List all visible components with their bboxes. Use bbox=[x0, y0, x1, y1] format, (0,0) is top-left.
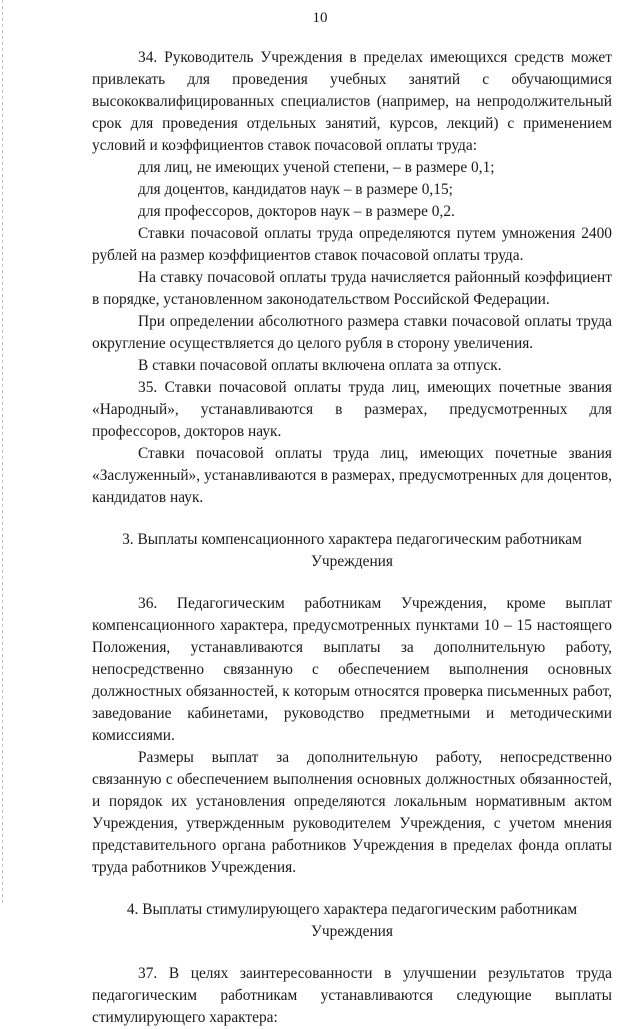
scan-edge-line bbox=[2, 0, 3, 905]
paragraph-rounding: При определении абсолютного размера ставки почасовой оплаты труда округление осуществляется до целого рубля в сторону увеличения. bbox=[92, 313, 612, 352]
paragraph-rate-calc: Ставки почасовой оплаты труда определяются путем умножения 2400 рублей на размер коэффициентов ставок почасовой оплаты труда. bbox=[92, 225, 612, 264]
rate-item-docent: для доцентов, кандидатов наук – в размере 0,15; bbox=[138, 181, 453, 198]
paragraph-extra-work: Размеры выплат за дополнительную работу, непосредственно связанную с обеспечением выполнения основных должностных обязанностей, и порядок их установления определяются локальным нормативным актом Учреждения, утвержденным руководителем Учреждения, с учетом мнения представительного органа работников Учреждения в пределах фонда оплаты труда работников Учреждения. bbox=[92, 749, 612, 876]
section-3-heading-line2: Учреждения bbox=[310, 553, 393, 570]
rate-item-professor: для профессоров, докторов наук – в размере 0,2. bbox=[138, 203, 455, 220]
section-4-heading-line2: Учреждения bbox=[310, 923, 393, 940]
paragraph-37: 37. В целях заинтересованности в улучшении результатов труда педагогическим работникам устанавливаются следующие выплаты стимулирующего характера: bbox=[92, 965, 612, 1026]
page-number: 10 bbox=[312, 10, 328, 26]
paragraph-regional-coef: На ставку почасовой оплаты труда начисляется районный коэффициент в порядке, установленном законодательством Российской Федерации. bbox=[92, 269, 612, 308]
section-4-heading-line1: 4. Выплаты стимулирующего характера педагогическим работникам bbox=[126, 901, 578, 918]
paragraph-35: 35. Ставки почасовой оплаты труда лиц, имеющих почетные звания «Народный», устанавливаются в размерах, предусмотренных для профессоров, докторов наук. bbox=[92, 379, 612, 440]
paragraph-honored: Ставки почасовой оплаты труда лиц, имеющих почетные звания «Заслуженный», устанавливаются в размерах, предусмотренных для доцентов, кандидатов наук. bbox=[92, 445, 612, 506]
section-4-heading bbox=[92, 899, 612, 943]
section-3-heading-line1: 3. Выплаты компенсационного характера педагогическим работникам bbox=[122, 531, 582, 548]
paragraph-34: 34. Руководитель Учреждения в пределах имеющихся средств может привлекать для проведения учебных занятий с обучающимися высококвалифицированных специалистов (например, на непродолжительный срок для проведения отдельных занятий, курсов, лекций) с применением условий и коэффициентов ставок почасовой оплаты труда: bbox=[92, 49, 612, 154]
section-3-heading bbox=[92, 529, 612, 573]
paragraph-vacation: В ставки почасовой оплаты включена оплата за отпуск. bbox=[138, 357, 502, 374]
document-body bbox=[92, 47, 612, 1029]
paragraph-36: 36. Педагогическим работникам Учреждения, кроме выплат компенсационного характера, предусмотренных пунктами 10 – 15 настоящего Положения, устанавливаются выплаты за дополнительную работу, непосредственно связанную с обеспечением выполнения основных должностных обязанностей, к которым относятся проверка письменных работ, заведование кабинетами, руководство предметными и методическими комиссиями. bbox=[92, 595, 612, 744]
rate-item-no-degree: для лиц, не имеющих ученой степени, – в размере 0,1; bbox=[138, 159, 495, 176]
